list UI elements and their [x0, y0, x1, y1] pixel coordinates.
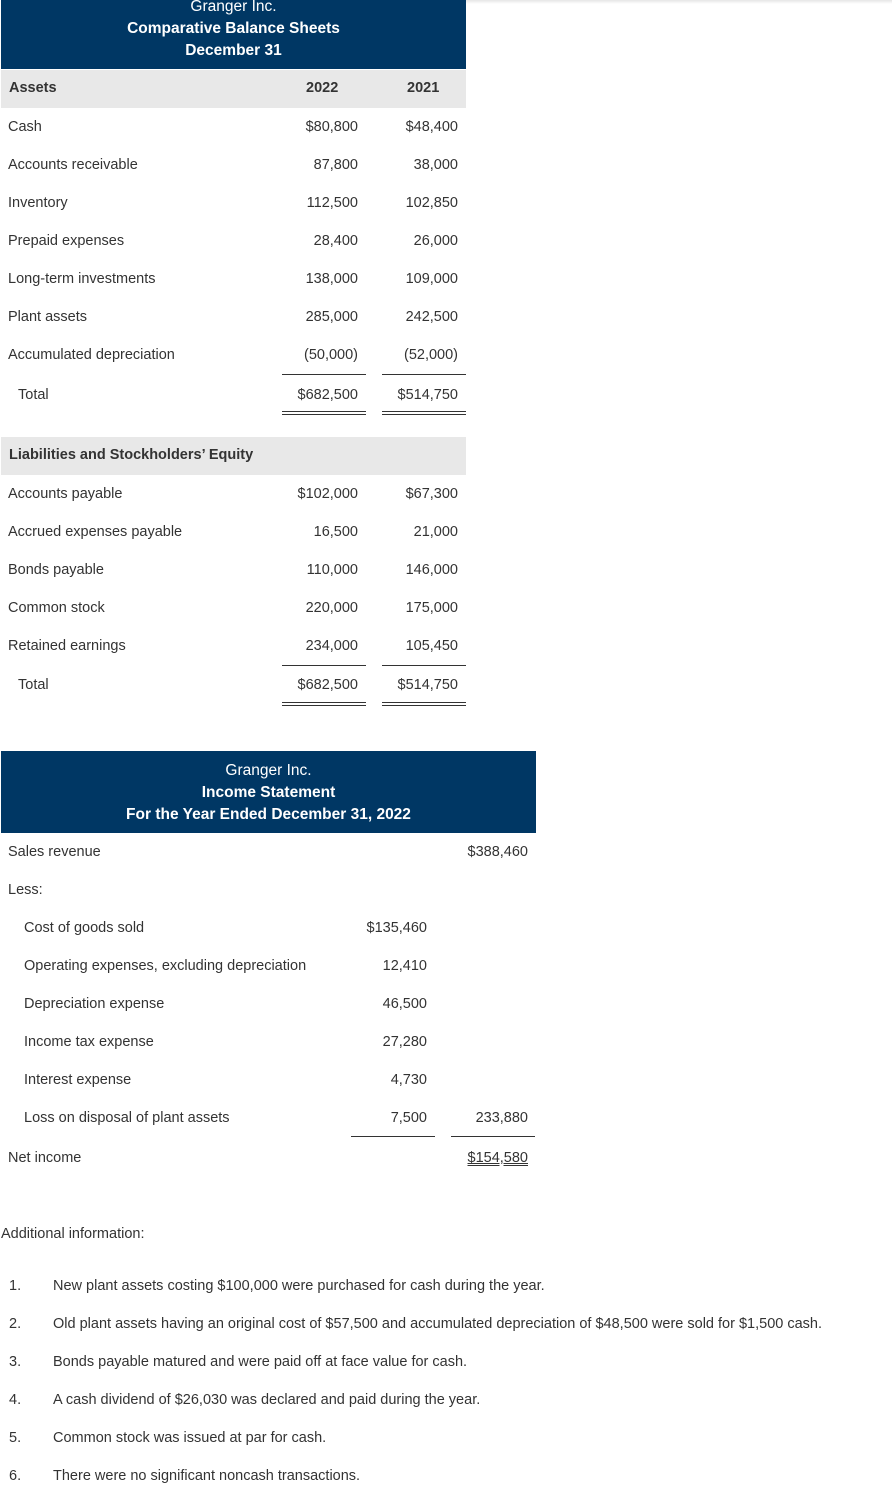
liabilities-total-2021: $514,750	[397, 677, 458, 693]
note-text: A cash dividend of $26,030 was declared and paid during the year.	[53, 1392, 481, 1408]
asset-value-2022: 87,800	[313, 157, 358, 173]
asset-label: Cash	[8, 119, 42, 135]
is-title: Income Statement	[201, 784, 336, 801]
sales-revenue-value: $388,460	[467, 844, 528, 860]
year-2021-header: 2021	[407, 80, 440, 96]
balance-sheet-header	[1, 0, 466, 69]
note-text: Common stock was issued at par for cash.	[53, 1430, 327, 1446]
rule-2021	[382, 665, 466, 666]
liability-label: Accounts payable	[8, 486, 123, 502]
expense-label: Income tax expense	[24, 1034, 154, 1050]
note-number: 1.	[9, 1278, 22, 1294]
expense-label: Depreciation expense	[24, 996, 165, 1012]
asset-label: Long-term investments	[8, 271, 156, 287]
liabilities-total-label: Total	[18, 677, 49, 693]
note-text: New plant assets costing $100,000 were purchased for cash during the year.	[53, 1278, 545, 1294]
top-divider	[466, 0, 892, 4]
liability-value-2021: $67,300	[405, 486, 458, 502]
liability-value-2022: 16,500	[313, 524, 358, 540]
asset-value-2021: 102,850	[405, 195, 458, 211]
total-expenses-value: 233,880	[475, 1110, 528, 1126]
rule-2021	[382, 374, 466, 375]
liability-value-2021: 146,000	[405, 562, 458, 578]
liability-label: Common stock	[8, 600, 105, 616]
liability-value-2021: 175,000	[405, 600, 458, 616]
double-rule-2022	[282, 411, 366, 415]
is-period: For the Year Ended December 31, 2022	[126, 806, 411, 823]
liability-label: Accrued expenses payable	[8, 524, 183, 540]
additional-info-title: Additional information:	[1, 1226, 145, 1242]
double-rule-2022	[282, 702, 366, 706]
assets-header-row	[1, 70, 466, 108]
expense-value: 7,500	[390, 1110, 427, 1126]
less-label: Less:	[8, 882, 43, 898]
bs-title: Comparative Balance Sheets	[127, 20, 340, 37]
asset-value-2022: (50,000)	[303, 347, 358, 363]
expense-value: 12,410	[382, 958, 427, 974]
asset-label: Accounts receivable	[8, 157, 138, 173]
asset-value-2021: $48,400	[405, 119, 458, 135]
liability-value-2021: 105,450	[405, 638, 458, 654]
asset-value-2022: 285,000	[305, 309, 358, 325]
liability-value-2022: 220,000	[305, 600, 358, 616]
total-rule	[451, 1136, 535, 1137]
assets-total-2021: $514,750	[397, 387, 458, 403]
bs-date: December 31	[185, 42, 282, 59]
net-income-value: $154,580	[467, 1150, 528, 1166]
liability-value-2022: 234,000	[305, 638, 358, 654]
asset-label: Inventory	[8, 195, 68, 211]
asset-label: Plant assets	[8, 309, 87, 325]
note-number: 6.	[9, 1468, 22, 1484]
year-2022-header: 2022	[306, 80, 339, 96]
double-rule-2021	[382, 702, 466, 706]
asset-value-2022: 138,000	[305, 271, 358, 287]
asset-value-2022: 28,400	[313, 233, 358, 249]
note-number: 3.	[9, 1354, 22, 1370]
liabilities-header-row	[1, 437, 466, 475]
rule-2022	[282, 665, 366, 666]
rule-2022	[282, 374, 366, 375]
liability-value-2022: 110,000	[306, 562, 358, 578]
income-statement-header	[1, 751, 536, 833]
is-company-name: Granger Inc.	[225, 762, 312, 779]
note-text: Old plant assets having an original cost of $57,500 and accumulated depreciation of $48,500 were sold for $1,500 cash.	[53, 1316, 823, 1332]
bs-company-name: Granger Inc.	[190, 0, 277, 15]
expense-rule	[351, 1136, 435, 1137]
liability-value-2021: 21,000	[413, 524, 458, 540]
liability-label: Bonds payable	[8, 562, 104, 578]
note-number: 4.	[9, 1392, 22, 1408]
assets-header: Assets	[9, 80, 57, 96]
net-income-label: Net income	[8, 1150, 82, 1166]
liabilities-total-2022: $682,500	[297, 677, 358, 693]
note-number: 2.	[9, 1316, 22, 1332]
asset-label: Accumulated depreciation	[8, 347, 175, 363]
double-rule-2021	[382, 411, 466, 415]
asset-value-2022: $80,800	[305, 119, 358, 135]
asset-value-2021: 109,000	[405, 271, 458, 287]
expense-value: 27,280	[382, 1034, 427, 1050]
assets-total-2022: $682,500	[297, 387, 358, 403]
sales-revenue-label: Sales revenue	[8, 844, 101, 860]
liability-value-2022: $102,000	[297, 486, 358, 502]
expense-label: Interest expense	[24, 1072, 132, 1088]
note-text: There were no significant noncash transactions.	[53, 1468, 361, 1484]
expense-label: Cost of goods sold	[24, 920, 145, 936]
asset-value-2022: 112,500	[306, 195, 358, 211]
expense-label: Operating expenses, excluding depreciation	[24, 958, 307, 974]
asset-value-2021: 38,000	[413, 157, 458, 173]
note-text: Bonds payable matured and were paid off at face value for cash.	[53, 1354, 468, 1370]
assets-total-label: Total	[18, 387, 49, 403]
note-number: 5.	[9, 1430, 22, 1446]
asset-value-2021: 242,500	[405, 309, 458, 325]
expense-value: 4,730	[390, 1072, 427, 1088]
expense-value: 46,500	[382, 996, 427, 1012]
liability-label: Retained earnings	[8, 638, 126, 654]
expense-label: Loss on disposal of plant assets	[24, 1110, 230, 1126]
asset-value-2021: 26,000	[413, 233, 458, 249]
asset-value-2021: (52,000)	[403, 347, 458, 363]
expense-value: $135,460	[366, 920, 427, 936]
liabilities-header: Liabilities and Stockholders’ Equity	[9, 447, 254, 463]
asset-label: Prepaid expenses	[8, 233, 125, 249]
